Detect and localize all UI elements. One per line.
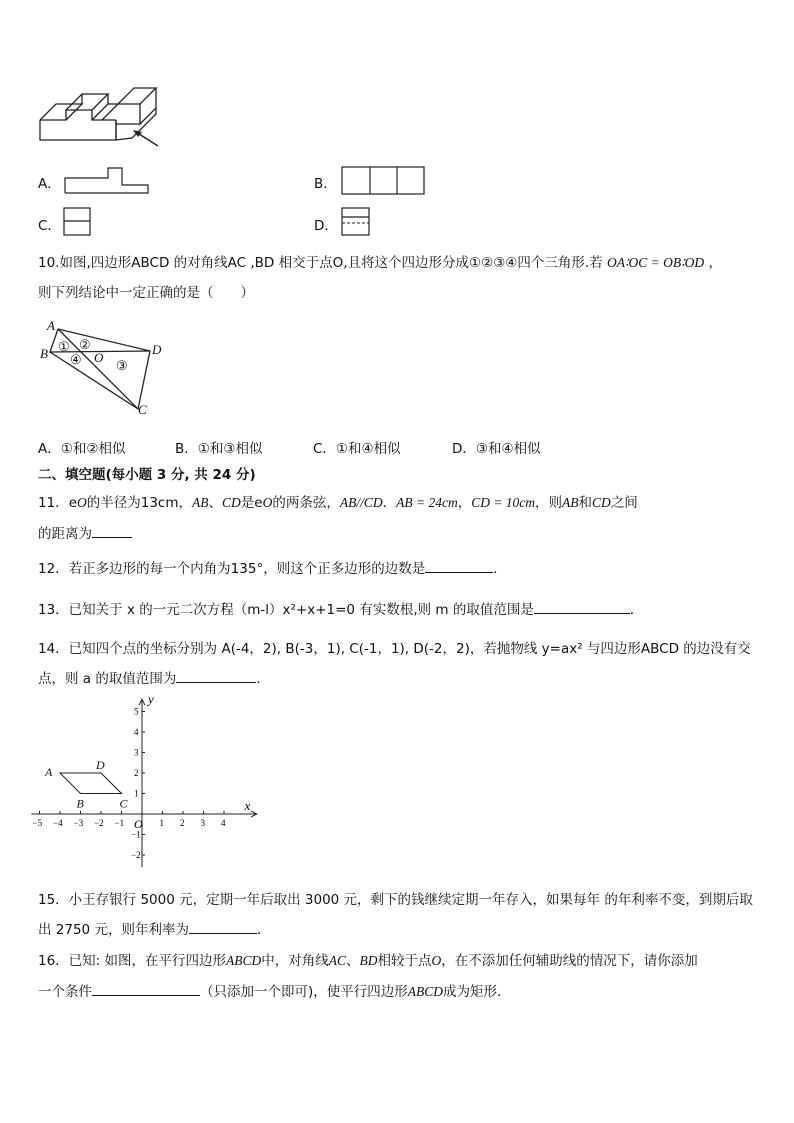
q11-stem-line2: 的距离为 xyxy=(38,522,132,542)
region-label-3: ③ xyxy=(116,358,128,373)
q10-quadrilateral-figure xyxy=(40,318,170,418)
q10-option-c[interactable]: C．①和④相似 xyxy=(313,441,401,457)
circle-symbol: e xyxy=(68,495,77,511)
coordinate-graph xyxy=(30,696,260,871)
point-label-b: B xyxy=(76,796,84,811)
vertex-label-c: C xyxy=(138,402,147,417)
answer-blank[interactable] xyxy=(176,668,256,683)
y-tick-label: 2 xyxy=(134,768,139,778)
vertex-label-b: B xyxy=(40,346,48,361)
origin-label: O xyxy=(134,817,143,831)
y-tick-label: 5 xyxy=(134,706,139,717)
q11-stem: 11．eO的半径为13cm，AB、CD是eO的两条弦，AB//CD．AB = 24cm，CD = 10cm，则AB和CD之间 xyxy=(38,495,638,511)
x-tick-label: 3 xyxy=(200,818,205,828)
q15-stem-line2: 出 2750 元，则年利率为 ． xyxy=(38,918,270,938)
ratio-formula: OA∶OC = OB∶OD xyxy=(607,255,705,270)
point-label-c: C xyxy=(119,796,128,811)
y-tick-label: −1 xyxy=(131,829,141,840)
q14-stem: 14．已知四个点的坐标分别为 A(-4，2), B(-3，1), C(-1，1), D(-2，2)，若抛物线 y=ax² 与四边形ABCD 的边没有交 xyxy=(38,641,751,657)
q10-option-b[interactable]: B．①和③相似 xyxy=(175,441,263,457)
region-label-2: ② xyxy=(79,337,91,352)
x-tick-label: 1 xyxy=(159,818,164,828)
y-axis-label: y xyxy=(148,696,154,707)
q9-option-c-shape xyxy=(63,207,93,237)
x-tick-label: −4 xyxy=(53,818,63,828)
option-letter: A． xyxy=(38,176,61,192)
answer-blank[interactable] xyxy=(189,919,257,934)
q10-option-d[interactable]: D．③和④相似 xyxy=(452,441,541,457)
vertex-label-a: A xyxy=(47,318,55,333)
x-tick-label: −3 xyxy=(73,818,84,828)
y-tick-label: 1 xyxy=(134,788,139,799)
q9-option-a-shape xyxy=(64,166,150,196)
center-label-o: O xyxy=(94,350,104,365)
answer-blank[interactable] xyxy=(425,558,493,573)
q9-option-d[interactable] xyxy=(314,214,338,234)
y-tick-label: −2 xyxy=(131,850,141,860)
option-letter: B． xyxy=(314,176,337,192)
x-tick-label: 2 xyxy=(180,818,185,828)
y-tick-label: 4 xyxy=(134,727,139,737)
x-axis-label: x xyxy=(244,798,251,813)
x-tick-label: 4 xyxy=(221,818,226,828)
q10-stem: 10.如图,四边形ABCD 的对角线AC ,BD 相交于点O,且将这个四边形分成①②③④四个三角形.若 OA∶OC = OB∶OD ， xyxy=(38,255,722,271)
x-tick-label: −1 xyxy=(114,818,125,828)
answer-blank[interactable] xyxy=(534,599,630,614)
section-title: 二、填空题(每小题 3 分, 共 24 分) xyxy=(38,467,256,483)
option-letter: C． xyxy=(38,218,61,234)
vertex-label-d: D xyxy=(152,342,162,357)
q12-stem: 12．若正多边形的每一个内角为135°，则这个正多边形的边数是 . xyxy=(38,557,498,577)
q9-option-c[interactable] xyxy=(38,214,61,234)
q13-stem: 13．已知关于 x 的一元二次方程（m-l）x²+x+1=0 有实数根,则 m 的取值范围是 ． xyxy=(38,598,643,618)
q10-option-a[interactable]: A．①和②相似 xyxy=(38,441,126,457)
point-label-d: D xyxy=(96,758,105,772)
point-label-a: A xyxy=(45,765,53,779)
answer-blank[interactable] xyxy=(92,981,200,996)
region-label-1: ① xyxy=(58,339,70,354)
q16-stem: 16．已知: 如图，在平行四边形ABCD中，对角线AC、BD相较于点O，在不添加任何辅助线的情况下，请你添加 xyxy=(38,953,698,969)
q9-solid-figure xyxy=(36,84,166,156)
q9-option-b[interactable] xyxy=(314,172,337,192)
q16-stem-line2: 一个条件 （只添加一个即可)，使平行四边形ABCD成为矩形． xyxy=(38,980,511,1000)
q9-option-a[interactable] xyxy=(38,172,61,192)
q9-option-d-shape xyxy=(341,207,371,237)
x-tick-label: −5 xyxy=(32,818,43,828)
option-letter: D． xyxy=(314,218,338,234)
q10-stem-line2: 则下列结论中一定正确的是（ ） xyxy=(38,285,254,301)
region-label-4: ④ xyxy=(70,352,82,367)
q15-stem: 15．小王存银行 5000 元，定期一年后取出 3000 元，剩下的钱继续定期一年存入，如果每年 的年利率不变，到期后取 xyxy=(38,892,753,908)
y-tick-label: 3 xyxy=(134,747,139,758)
x-tick-label: −2 xyxy=(94,818,104,828)
q14-stem-line2: 点，则 a 的取值范围为 . xyxy=(38,667,261,687)
q9-option-b-shape xyxy=(341,166,427,196)
quadrilateral-abcd xyxy=(60,773,122,794)
answer-blank[interactable] xyxy=(92,523,132,538)
